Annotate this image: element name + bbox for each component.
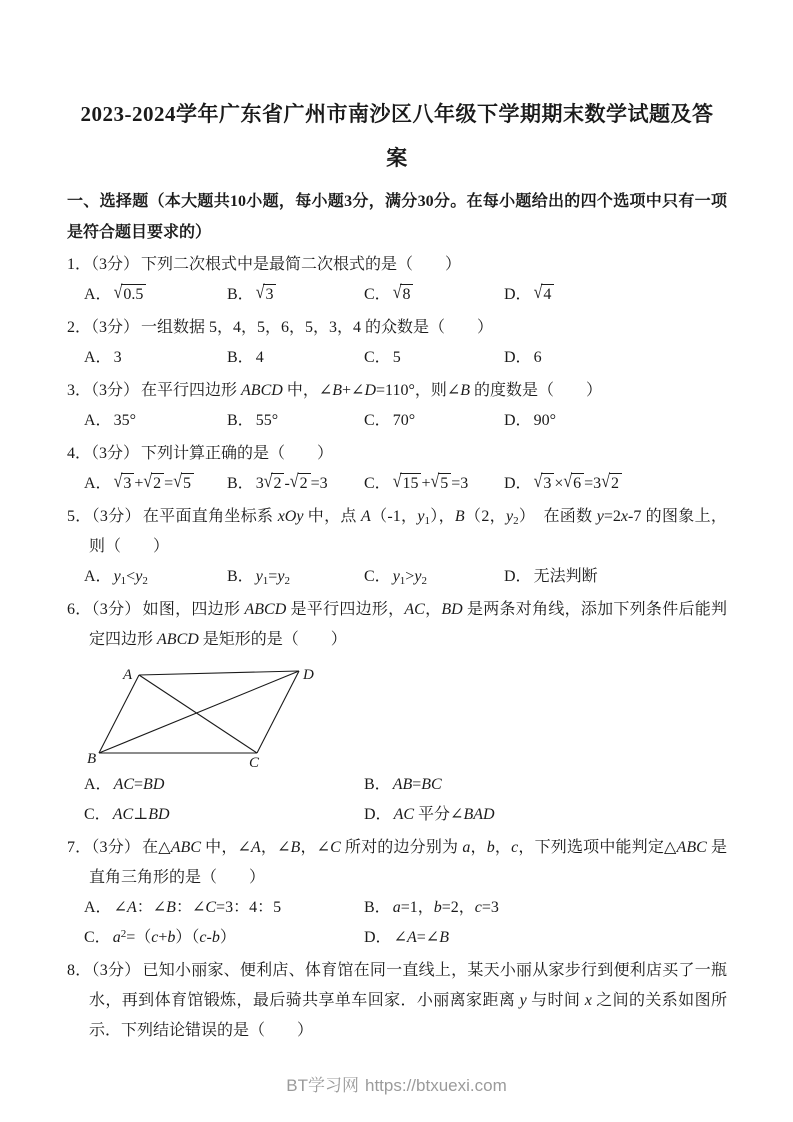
option-label: C． xyxy=(364,475,391,492)
question-8 xyxy=(67,956,727,1046)
option-content: ∠A=∠B xyxy=(393,929,449,946)
option-content: 35° xyxy=(113,412,136,429)
q5-option-D xyxy=(504,562,727,592)
option-label: B． xyxy=(227,286,254,303)
option-content: 3 xyxy=(113,349,122,366)
option-label: B． xyxy=(227,412,254,429)
q1-option-B xyxy=(227,280,364,310)
question-2 xyxy=(67,313,727,373)
option-label: C． xyxy=(364,412,391,429)
option-label: B． xyxy=(227,349,254,366)
question-stem xyxy=(67,502,727,562)
option-label: C． xyxy=(84,929,111,946)
question-text: 已知小丽家、便利店、体育馆在同一直线上，某天小丽从家步行到便利店买了一瓶水，再到体育馆锻炼，最后骑共享单车回家．小丽离家距离 y 与时间 x 之间的关系如图所示．下列结论错误的是（ ） xyxy=(89,962,727,1039)
question-4 xyxy=(67,439,727,499)
q1-option-A xyxy=(84,280,227,310)
option-label: B． xyxy=(364,776,391,793)
question-6 xyxy=(67,595,727,830)
q3-option-D xyxy=(504,406,727,436)
option-label: A． xyxy=(84,899,112,916)
question-4-options xyxy=(67,469,727,499)
q3-option-B xyxy=(227,406,364,436)
option-content: $y_1<y_2$ xyxy=(113,568,148,587)
option-content: 90° xyxy=(533,412,556,429)
option-label: A． xyxy=(84,475,112,492)
question-text: 在平面直角坐标系 xOy 中，点 A（-1，$y_1$），B（2，$y_2$） 在函数 y=2x-7 的图象上，则（ ） xyxy=(89,508,727,555)
q7-option-A xyxy=(84,893,364,923)
question-text: 下列二次根式中是最简二次根式的是（ ） xyxy=(141,256,462,273)
option-label: C． xyxy=(84,806,111,823)
question-number: 4．（3分） xyxy=(67,445,140,462)
q7-option-C xyxy=(84,923,364,953)
option-content: 4 xyxy=(255,349,264,366)
question-5 xyxy=(67,502,727,592)
footer-site-link[interactable]: https://btxuexi.com xyxy=(365,1076,507,1095)
q1-option-D xyxy=(504,280,727,310)
option-label: A． xyxy=(84,412,112,429)
question-text: 一组数据 5，4，5，6，5，3，4 的众数是（ ） xyxy=(141,319,494,336)
question-stem xyxy=(67,956,727,1046)
question-1 xyxy=(67,250,727,310)
option-label: A． xyxy=(84,776,112,793)
question-text: 在△ABC 中，∠A，∠B，∠C 所对的边分别为 a，b，c，下列选项中能判定△ABC 是直角三角形的是（ ） xyxy=(89,839,727,886)
q4-option-B xyxy=(227,469,364,499)
question-number: 8．（3分） xyxy=(67,962,141,979)
parallelogram-figure xyxy=(87,659,727,769)
question-stem xyxy=(67,833,727,893)
q5-option-C xyxy=(364,562,504,592)
question-stem xyxy=(67,376,727,406)
q4-option-A xyxy=(84,469,227,499)
title-line-2: 案 xyxy=(386,146,408,170)
option-content: $y_1=y_2$ xyxy=(255,568,290,587)
option-label: D． xyxy=(364,929,392,946)
q5-option-B xyxy=(227,562,364,592)
parallelogram-lines xyxy=(99,671,299,753)
question-number: 3．（3分） xyxy=(67,382,140,399)
question-text: 如图，四边形 ABCD 是平行四边形，AC，BD 是两条对角线，添加下列条件后能判定四边形 ABCD 是矩形的是（ ） xyxy=(89,601,727,648)
q7-option-D xyxy=(364,923,727,953)
option-content: √8 xyxy=(393,286,414,303)
q6-option-B xyxy=(364,770,727,800)
option-content: 6 xyxy=(533,349,542,366)
footer xyxy=(0,1071,793,1096)
option-content: AC⊥BD xyxy=(112,806,170,823)
option-content: √15 +√5 =3 xyxy=(392,471,469,492)
vertex-label-b: B xyxy=(87,751,97,767)
question-5-options xyxy=(67,562,727,592)
option-label: B． xyxy=(227,475,254,492)
question-number: 7．（3分） xyxy=(67,839,141,856)
option-label: A． xyxy=(84,286,112,303)
option-content: 无法判断 xyxy=(533,568,598,585)
page-title xyxy=(67,92,727,180)
q6-option-C xyxy=(84,800,364,830)
option-label: A． xyxy=(84,568,112,585)
option-content: ∠A：∠B：∠C=3：4：5 xyxy=(113,899,282,916)
option-label: C． xyxy=(364,349,391,366)
option-content: $y_1>y_2$ xyxy=(392,568,427,587)
q2-option-C xyxy=(364,343,504,373)
option-label: D． xyxy=(364,806,392,823)
q2-option-D xyxy=(504,343,727,373)
q2-option-A xyxy=(84,343,227,373)
question-text: 下列计算正确的是（ ） xyxy=(141,445,334,462)
q6-option-D xyxy=(364,800,727,830)
question-6-options xyxy=(67,770,727,830)
option-content: 3√2 -√2 =3 xyxy=(255,471,328,492)
q6-option-A xyxy=(84,770,364,800)
option-label: B． xyxy=(364,899,391,916)
q1-option-C xyxy=(364,280,504,310)
question-stem xyxy=(67,595,727,655)
option-content: 5 xyxy=(392,349,401,366)
option-content: √0.5 xyxy=(114,286,147,303)
vertex-label-a: A xyxy=(123,667,133,683)
option-content: √4 xyxy=(534,286,555,303)
question-7-options xyxy=(67,893,727,953)
option-label: C． xyxy=(364,568,391,585)
option-content: AC 平分∠BAD xyxy=(393,806,495,823)
question-3 xyxy=(67,376,727,436)
q5-option-A xyxy=(84,562,227,592)
section-heading: 一、选择题（本大题共10小题，每小题3分，满分30分。在每小题给出的四个选项中只有一项是符合题目要求的） xyxy=(67,193,727,241)
parallelogram-svg xyxy=(87,659,327,769)
q4-option-C xyxy=(364,469,504,499)
q4-option-D xyxy=(504,469,727,499)
q7-option-B xyxy=(364,893,727,923)
question-text: 在平行四边形 ABCD 中，∠B+∠D=110°，则∠B 的度数是（ ） xyxy=(141,382,603,399)
question-stem xyxy=(67,313,727,343)
option-content: √3 ×√6 =3√2 xyxy=(534,475,622,492)
question-list xyxy=(67,250,727,1046)
question-number: 1．（3分） xyxy=(67,256,140,273)
option-content: 70° xyxy=(392,412,416,429)
question-number: 5．（3分） xyxy=(67,508,141,525)
question-3-options xyxy=(67,406,727,436)
option-label: D． xyxy=(504,475,532,492)
q2-option-B xyxy=(227,343,364,373)
option-content: AC=BD xyxy=(113,776,165,793)
option-content: 55° xyxy=(255,412,279,429)
question-1-options xyxy=(67,280,727,310)
question-number: 2．（3分） xyxy=(67,319,140,336)
title-line-1: 2023-2024学年广东省广州市南沙区八年级下学期期末数学试题及答 xyxy=(80,102,714,126)
option-content: $a^2=(c+b)(c-b)$ xyxy=(112,928,236,946)
option-content: AB=BC xyxy=(392,776,442,793)
option-label: C． xyxy=(364,286,391,303)
option-content: a=1，b=2，c=3 xyxy=(392,899,499,916)
option-content: √3 +√2 =√5 xyxy=(114,475,194,492)
footer-site-name: BT学习网 xyxy=(286,1076,359,1095)
q3-option-C xyxy=(364,406,504,436)
option-label: D． xyxy=(504,286,532,303)
vertex-label-c: C xyxy=(249,755,260,769)
question-2-options xyxy=(67,343,727,373)
option-label: B． xyxy=(227,568,254,585)
q3-option-A xyxy=(84,406,227,436)
option-content: √3 xyxy=(256,286,277,303)
vertex-label-d: D xyxy=(303,667,314,683)
question-7 xyxy=(67,833,727,953)
option-label: D． xyxy=(504,412,532,429)
question-number: 6．（3分） xyxy=(67,601,141,618)
option-label: D． xyxy=(504,568,532,585)
option-label: A． xyxy=(84,349,112,366)
option-label: D． xyxy=(504,349,532,366)
